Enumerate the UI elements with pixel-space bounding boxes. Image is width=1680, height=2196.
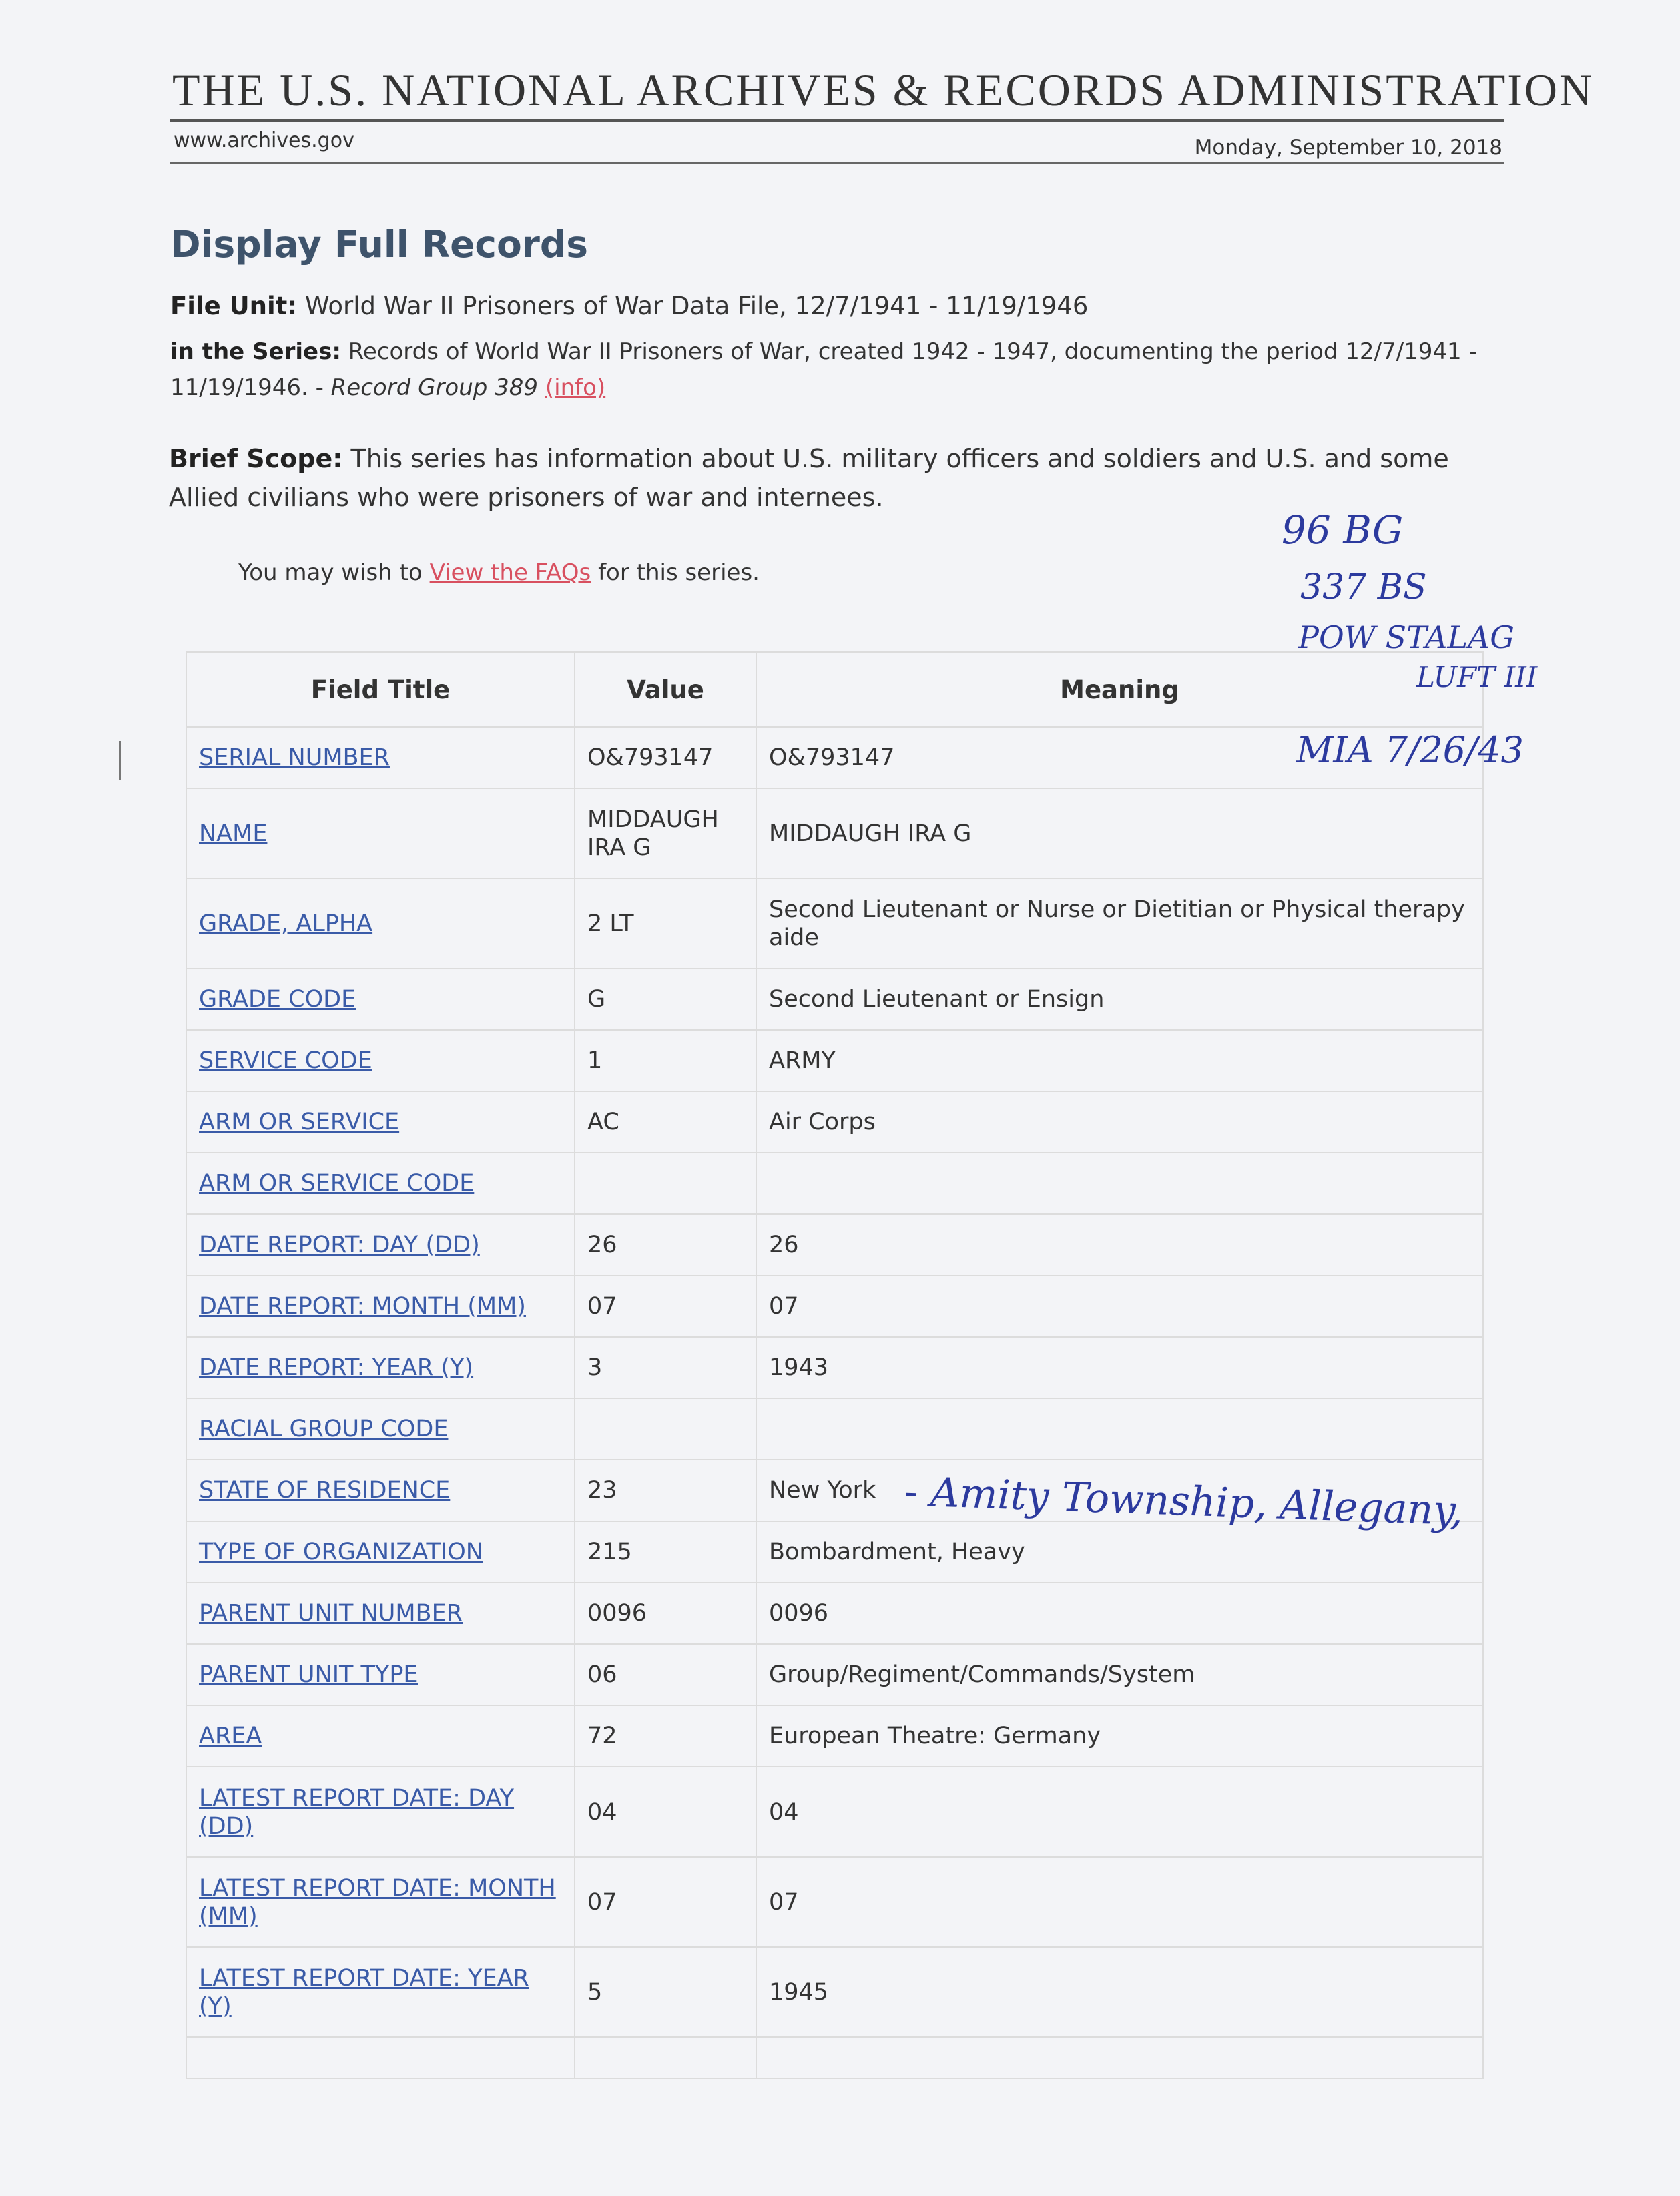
table-row [186, 788, 1483, 878]
field-cell [186, 1460, 575, 1521]
field-cell [186, 1398, 575, 1460]
table-row [186, 1521, 1483, 1583]
faq-suffix: for this series. [598, 559, 760, 586]
header-value: Value [575, 652, 756, 727]
value-cell: 23 [575, 1460, 756, 1521]
value-cell: 2 LT [575, 878, 756, 969]
table-row-partial [186, 2037, 1483, 2079]
field-cell [186, 1337, 575, 1398]
table-row [186, 1705, 1483, 1767]
value-cell: 07 [575, 1276, 756, 1337]
handwritten-mia-note: MIA 7/26/43 [1296, 729, 1524, 771]
field-cell [186, 1947, 575, 2037]
field-cell [186, 1644, 575, 1705]
records-table [186, 651, 1484, 2079]
field-cell [186, 1276, 575, 1337]
field-link[interactable]: SERVICE CODE [199, 1047, 372, 1074]
value-cell: 72 [575, 1705, 756, 1767]
meaning-cell: Second Lieutenant or Nurse or Dietitian or Physical therapy aide [756, 878, 1483, 969]
field-cell [186, 1030, 575, 1091]
table-row [186, 1644, 1483, 1705]
field-cell [186, 1705, 575, 1767]
handwritten-camp-number-note: LUFT III [1416, 661, 1538, 694]
table-row [186, 1276, 1483, 1337]
value-cell: 0096 [575, 1583, 756, 1644]
meaning-cell: Bombardment, Heavy [756, 1521, 1483, 1583]
value-cell: 3 [575, 1337, 756, 1398]
brief-scope-text: This series has information about U.S. military officers and soldiers and U.S. and some Allied civilians who were prisoners of war and internees. [169, 444, 1449, 512]
meaning-cell: 1945 [756, 1947, 1483, 2037]
meaning-cell [756, 1398, 1483, 1460]
field-cell [186, 1091, 575, 1153]
table-row [186, 1767, 1483, 1857]
series-text: Records of World War II Prisoners of War, created 1942 - 1947, documenting the period 12/7/1941 - 11/19/1946. - [170, 338, 1477, 401]
meaning-cell [756, 1153, 1483, 1214]
field-link[interactable]: GRADE CODE [199, 986, 356, 1013]
field-link[interactable]: STATE OF RESIDENCE [199, 1477, 451, 1504]
faq-prefix: You may wish to [238, 559, 423, 586]
info-link[interactable]: (info) [545, 374, 606, 401]
field-cell [186, 1767, 575, 1857]
field-link[interactable]: SERIAL NUMBER [199, 744, 390, 771]
meaning-cell: MIDDAUGH IRA G [756, 788, 1483, 878]
header-meaning: Meaning [756, 652, 1483, 727]
file-unit-value: World War II Prisoners of War Data File, 12/7/1941 - 11/19/1946 [304, 292, 1089, 320]
value-cell: 26 [575, 1214, 756, 1276]
meaning-cell: 07 [756, 1276, 1483, 1337]
meaning-cell: O&793147 [756, 727, 1483, 788]
file-unit-label: File Unit: [170, 292, 298, 320]
meaning-cell [756, 2037, 1483, 2079]
table-row [186, 1214, 1483, 1276]
value-cell: 215 [575, 1521, 756, 1583]
value-cell: 06 [575, 1644, 756, 1705]
value-cell: 5 [575, 1947, 756, 2037]
value-cell [575, 2037, 756, 2079]
series-label: in the Series: [170, 338, 341, 365]
field-cell [186, 727, 575, 788]
table-row [186, 1398, 1483, 1460]
field-link[interactable]: AREA [199, 1723, 262, 1749]
meaning-cell: 07 [756, 1857, 1483, 1947]
meaning-cell: 0096 [756, 1583, 1483, 1644]
value-cell: 1 [575, 1030, 756, 1091]
site-url[interactable]: www.archives.gov [174, 129, 354, 152]
field-link[interactable]: TYPE OF ORGANIZATION [199, 1539, 483, 1565]
table-row [186, 1947, 1483, 2037]
handwritten-camp-note: POW STALAG [1298, 619, 1514, 655]
field-link[interactable]: DATE REPORT: YEAR (Y) [199, 1354, 474, 1381]
table-row [186, 1583, 1483, 1644]
field-link[interactable]: NAME [199, 820, 268, 847]
table-row [186, 727, 1483, 788]
field-cell [186, 969, 575, 1030]
field-link[interactable]: ARM OR SERVICE CODE [199, 1170, 475, 1197]
value-cell: MIDDAUGH IRA G [575, 788, 756, 878]
faq-line [238, 559, 760, 586]
brief-scope-label: Brief Scope: [169, 444, 343, 473]
header-field-title: Field Title [186, 652, 575, 727]
table-row [186, 1153, 1483, 1214]
handwritten-residence-note: - Amity Township, Allegany, [903, 1468, 1464, 1535]
field-link[interactable]: LATEST REPORT DATE: DAY (DD) [199, 1784, 515, 1840]
field-cell [186, 1214, 575, 1276]
field-cell [186, 1153, 575, 1214]
field-cell [186, 878, 575, 969]
field-cell [186, 788, 575, 878]
table-row [186, 1337, 1483, 1398]
field-cell [186, 2037, 575, 2079]
handwritten-squadron-note: 337 BS [1300, 567, 1427, 607]
value-cell: 04 [575, 1767, 756, 1857]
brief-scope [169, 439, 1477, 517]
print-date: Monday, September 10, 2018 [1194, 135, 1502, 160]
page-title: Display Full Records [170, 223, 589, 266]
table-row [186, 1091, 1483, 1153]
value-cell: AC [575, 1091, 756, 1153]
meaning-cell: Second Lieutenant or Ensign [756, 969, 1483, 1030]
field-link[interactable]: PARENT UNIT NUMBER [199, 1600, 463, 1627]
series-info [170, 334, 1498, 406]
value-cell [575, 1153, 756, 1214]
masthead: THE U.S. NATIONAL ARCHIVES & RECORDS ADMINISTRATION [172, 65, 1595, 115]
value-cell [575, 1398, 756, 1460]
meaning-cell: European Theatre: Germany [756, 1705, 1483, 1767]
meaning-cell: 04 [756, 1767, 1483, 1857]
meaning-cell: 26 [756, 1214, 1483, 1276]
field-link[interactable]: LATEST REPORT DATE: YEAR (Y) [199, 1964, 529, 2020]
field-link[interactable]: LATEST REPORT DATE: MONTH (MM) [199, 1874, 556, 1930]
field-link[interactable]: DATE REPORT: MONTH (MM) [199, 1293, 526, 1320]
field-cell [186, 1857, 575, 1947]
header-rule-bottom [170, 162, 1504, 164]
value-cell: 07 [575, 1857, 756, 1947]
meaning-cell: New York [756, 1460, 1483, 1521]
table-row [186, 878, 1483, 969]
meaning-cell: ARMY [756, 1030, 1483, 1091]
field-link[interactable]: RACIAL GROUP CODE [199, 1416, 449, 1442]
faq-link[interactable]: View the FAQs [429, 559, 591, 586]
value-cell: G [575, 969, 756, 1030]
handwritten-group-note: 96 BG [1282, 507, 1404, 553]
field-cell [186, 1583, 575, 1644]
table-row [186, 1857, 1483, 1947]
meaning-cell: Group/Regiment/Commands/System [756, 1644, 1483, 1705]
field-link[interactable]: ARM OR SERVICE [199, 1109, 400, 1135]
value-cell: O&793147 [575, 727, 756, 788]
file-unit [170, 292, 1088, 320]
field-link[interactable]: DATE REPORT: DAY (DD) [199, 1231, 480, 1258]
table-header-row [186, 652, 1483, 727]
record-group: Record Group 389 [330, 374, 539, 401]
table-row [186, 1030, 1483, 1091]
table-row [186, 969, 1483, 1030]
field-cell [186, 1521, 575, 1583]
meaning-cell: 1943 [756, 1337, 1483, 1398]
field-link[interactable]: GRADE, ALPHA [199, 910, 373, 937]
meaning-cell: Air Corps [756, 1091, 1483, 1153]
margin-mark [119, 741, 121, 780]
field-link[interactable]: PARENT UNIT TYPE [199, 1661, 418, 1688]
header-rule [170, 119, 1504, 122]
